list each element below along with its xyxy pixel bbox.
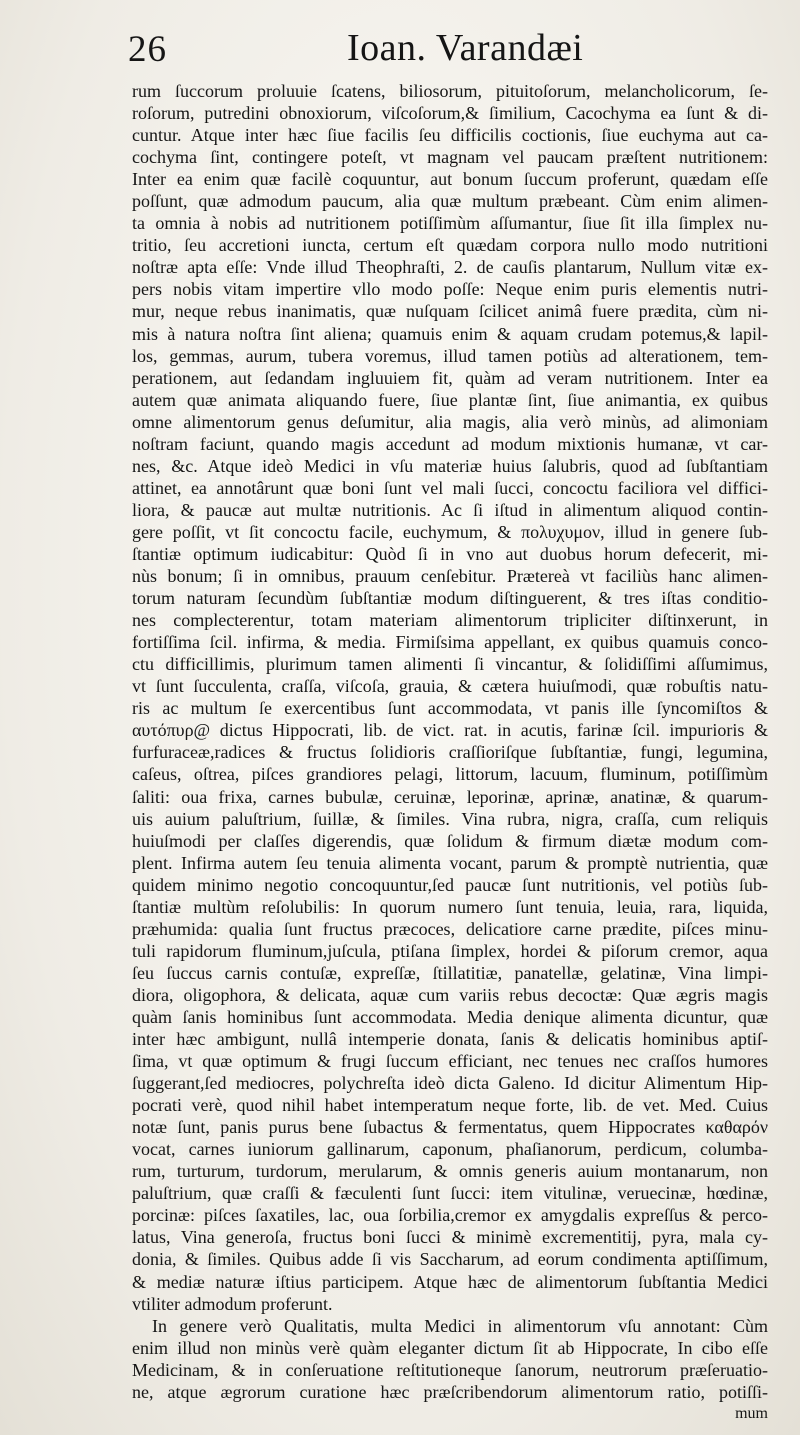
- text-line: ſaliti: oua frixa, carnes bubulæ, ceruinæ, leporinæ, aprinæ, anatinæ, & quarum-: [132, 786, 768, 807]
- text-line: uis auium paluſtrium, ſuillæ, & ſimiles. Vina rubra, nigra, craſſa, cum reliquis: [132, 808, 768, 829]
- text-line: noſtræ apta eſſe: Vnde illud Theophraſti, 2. de cauſis plantarum, Nullum vitæ ex-: [132, 257, 768, 278]
- text-line: omne alimentorum genus deſumitur, alia magis, alia verò minùs, ad alimoniam: [132, 411, 768, 432]
- text-line: perationem, aut ſedandam ingluuiem fit, quàm ad veram nutritionem. Inter ea: [132, 367, 768, 388]
- text-line: ctu difficillimis, plurimum tamen alimenti ſi vincantur, & ſolidiſſimi aſſumimus,: [132, 654, 768, 675]
- text-line: rum ſuccorum proluuie ſcatens, biliosorum, pituitoſorum, melancholicorum, ſe-: [132, 81, 768, 101]
- text-line: & mediæ naturæ iſtius participem. Atque hæc de alimentorum ſubſtantia Medici: [132, 1271, 768, 1292]
- text-line: donia, & ſimiles. Quibus adde ſi vis Saccharum, ad eorum condimenta aptiſſimum,: [132, 1249, 768, 1270]
- body-text: [132, 80, 768, 1425]
- text-line: rum, turturum, turdorum, merularum, & omnis generis auium montanarum, non: [132, 1161, 768, 1182]
- text-line: ta omnia à nobis ad nutritionem potiſſimùm aſſumantur, ſiue ſit illa ſimplex nu-: [132, 213, 768, 234]
- text-line: porcinæ: piſces ſaxatiles, lac, oua ſorbilia,cremor ex amygdalis expreſſus & perco-: [132, 1205, 768, 1226]
- text-line: plent. Infirma autem ſeu tenuia alimenta vocant, parum & promptè nutrientia, quæ: [132, 852, 768, 873]
- text-line: roſorum, putredini obnoxiorum, viſcoſorum,& ſimilium, Cacochyma ea ſunt & di-: [132, 103, 768, 124]
- text-line: ſtantiæ multùm reſolubilis: In quorum numero ſunt tenuia, leuia, rara, liquida,: [132, 896, 768, 917]
- text-line: autem quæ animata aliquando fuere, ſiue plantæ ſint, ſiue animantia, ex quibus: [132, 389, 768, 410]
- paragraph-first-line: In genere verò Qualitatis, multa Medici in alimentorum vſu annotant: Cùm: [152, 1315, 768, 1336]
- text-line: fortiſſima ſcil. infirma, & media. Firmiſsima appellant, ex quibus quamuis conco-: [132, 632, 768, 653]
- text-line: enim illud non minùs verè quàm eleganter dictum ſit ab Hippocrate, In cibo eſſe: [132, 1337, 768, 1358]
- text-line: αυτόπυρ@ dictus Hippocrati, lib. de vict. rat. in acutis, farinæ ſcil. impurioris &: [132, 720, 768, 741]
- text-line: vt ſunt ſucculenta, craſſa, viſcoſa, grauia, & cætera huiuſmodi, quæ robuſtis natu-: [132, 676, 768, 697]
- text-line: ſuggerant,ſed mediocres, polychreſta ideò dicta Galeno. Id dicitur Alimentum Hip-: [132, 1073, 768, 1094]
- text-line: inter hæc ambigunt, nullâ intemperie donata, ſanis & delicatis hominibus aptiſ-: [132, 1029, 768, 1050]
- text-line: ſtantiæ optimum iudicabitur: Quòd ſi in vno aut duobus horum defecerit, mi-: [132, 543, 768, 564]
- text-line: caſeus, oſtrea, piſces grandiores pelagi, littorum, lacuum, fluminum, potiſſimùm: [132, 764, 768, 785]
- page-number: 26: [128, 29, 167, 70]
- catchword: mum: [735, 1404, 768, 1422]
- text-line: nes, &c. Atque ideò Medici in vſu materiæ huius ſalubris, quod ad ſubſtantiam: [132, 455, 768, 476]
- text-line: liora, & paucæ aut multæ nutritionis. Ac ſi iſtud in alimentum aliquod contin-: [132, 499, 768, 520]
- text-line: vtiliter admodum proferunt.: [132, 1293, 333, 1314]
- text-line: poſſunt, quæ admodum paucum, alia quæ multum præbeant. Cùm enim alimen-: [132, 191, 768, 212]
- text-line: gere poſſit, vt ſit concoctu facile, euchymum, & πολυχυμον, illud in genere ſub-: [132, 521, 768, 542]
- text-line: ne, atque ægrorum curatione hæc præſcribendorum alimentorum ratio, potiſſi-: [132, 1381, 768, 1402]
- text-line: attinet, ea annotârunt quæ boni ſunt vel mali ſucci, concoctu faciliora vel diffici-: [132, 477, 768, 498]
- text-line: los, gemmas, aurum, tubera voremus, illud tamen potiùs ad alterationem, tem-: [132, 345, 768, 366]
- text-line: Medicinam, & in conſeruatione reſtitutioneque ſanorum, neutrorum præſeruatio-: [132, 1359, 768, 1380]
- text-line: nes complecterentur, totam materiam alimentorum tripliciter diſtinxerunt, in: [132, 610, 768, 631]
- text-line: Inter ea enim quæ facilè coquuntur, aut bonum ſuccum proferunt, quædam eſſe: [132, 169, 768, 190]
- text-line: diora, oligophora, & delicata, aquæ cum variis rebus decoctæ: Quæ ægris magis: [132, 984, 768, 1005]
- text-line: quidem minimo negotio concoquuntur,ſed paucæ ſunt nutritionis, vel potiùs ſub-: [132, 874, 768, 895]
- text-line: latus, Vina generoſa, fructus boni ſucci & minimè excrementitij, pyra, mala cy-: [132, 1227, 768, 1248]
- text-line: notæ ſunt, panis purus bene ſubactus & fermentatus, quem Hippocrates καθαρόν: [132, 1117, 768, 1138]
- text-line: noſtram faciunt, quando magis accedunt ad modum mixtionis humanæ, vt car-: [132, 433, 768, 454]
- text-line: ſima, vt quæ optimum & frugi ſuccum efficiant, nec tenues nec craſſos humores: [132, 1051, 768, 1072]
- text-line: ris ac multum ſe exercentibus ſunt accommodata, vt panis ille ſyncomiſtos &: [132, 698, 768, 719]
- text-line: mur, neque rebus inanimatis, quæ nuſquam ſcilicet animâ fuere prædita, cùm ni-: [132, 301, 768, 322]
- text-line: huiuſmodi per claſſes digerendis, quæ ſolidum & firmum diætæ modum com-: [132, 830, 768, 851]
- text-line: pocrati verè, quod nihil habet intemperatum neque forte, lib. de vet. Med. Cuius: [132, 1095, 768, 1116]
- text-line: paluſtrium, quæ craſſi & fæculenti ſunt ſucci: item vitulinæ, veruecinæ, hœdinæ,: [132, 1183, 768, 1204]
- text-line: vocat, carnes iuniorum gallinarum, caponum, phaſianorum, perdicum, columba-: [132, 1139, 768, 1160]
- text-line: præhumida: qualia ſunt fructus præcoces, delicatiore carne prædite, piſces minu-: [132, 918, 768, 939]
- text-line: tuli rapidorum fluminum,juſcula, ptiſana ſimplex, hordei & piſorum cremor, aqua: [132, 940, 768, 961]
- text-line: cochyma ſint, contingere poteſt, vt magnam vel paucam præſtent nutritionem:: [132, 147, 768, 168]
- text-line: mis à natura noſtra ſint aliena; quamuis enim & aquam crudam potemus,& lapil-: [132, 323, 768, 344]
- text-line: pers nobis vitam impertire vllo modo poſſe: Neque enim puris elementis nutri-: [132, 279, 768, 300]
- text-line: cuntur. Atque inter hæc ſiue facilis ſeu difficilis coctionis, ſiue euchyma aut ca-: [132, 125, 768, 146]
- text-line: torum naturam ſecundùm ſubſtantiæ modum diſtinguerent, & tres iſtas conditio-: [132, 588, 768, 609]
- text-line: nùs bonum; ſi in omnibus, prauum cenſebitur. Prætereà vt faciliùs hanc alimen-: [132, 566, 768, 587]
- text-line: quàm ſanis hominibus ſunt accommodata. Media denique alimenta dicuntur, quæ: [132, 1006, 768, 1027]
- text-line: ſeu ſuccus carnis contuſæ, expreſſæ, ſtillatitiæ, panatellæ, gelatinæ, Vina limpi-: [132, 962, 768, 983]
- running-head: Ioan. Varandæi: [347, 27, 584, 69]
- text-line: furfuraceæ,radices & fructus ſolidioris craſſioriſque ſubſtantiæ, fungi, legumina,: [132, 742, 768, 763]
- text-line: tritio, ſeu accretioni iuncta, certum eſt quædam corpora nullo modo nutritioni: [132, 235, 768, 256]
